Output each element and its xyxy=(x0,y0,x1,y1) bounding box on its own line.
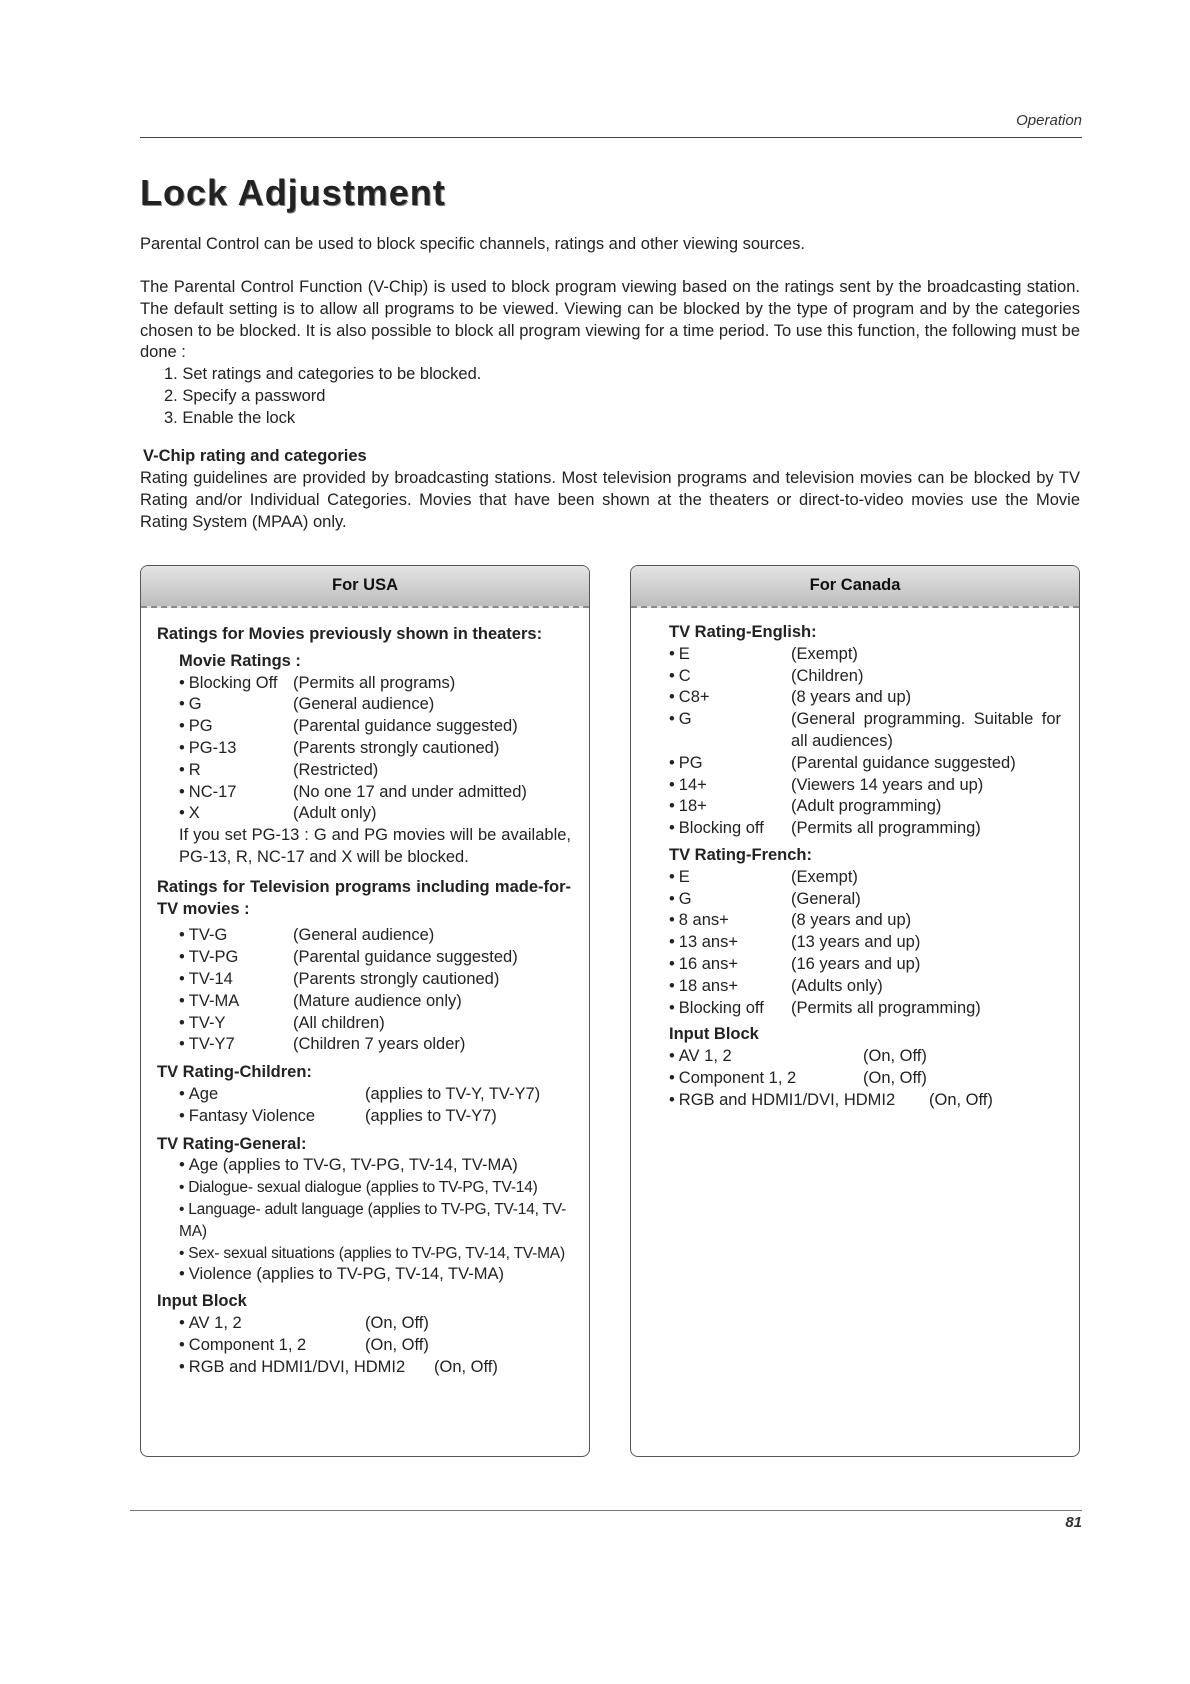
vchip-text: Rating guidelines are provided by broadcasting stations. Most television programs and television movies can be blocked by TV Rating and/or Individual Categories. Movies that have been shown at the theaters or direct-to-video movies use the Movie Rating System (MPAA) only. xyxy=(140,469,1080,531)
list-item: • G (General audience) xyxy=(179,694,571,716)
description-paragraph: The Parental Control Function (V-Chip) is used to block program viewing based on the ratings sent by the broadcasting station. The default setting is to allow all programs to be viewed. Viewing can be blocked by the type of program and by the categories chosen to be blocked. It is also possible to block all program viewing for a time period. To use this function, the following must be done : xyxy=(140,278,1080,362)
list-item: • TV-G (General audience) xyxy=(179,925,571,947)
list-item: • E (Exempt) xyxy=(669,644,1061,666)
list-item: • TV-14 (Parents strongly cautioned) xyxy=(179,969,571,991)
canada-panel xyxy=(630,565,1080,1457)
footer-divider xyxy=(130,1510,1082,1511)
list-item: • NC-17 (No one 17 and under admitted) xyxy=(179,782,571,804)
section-label: Operation xyxy=(1016,112,1082,129)
list-item: • AV 1, 2 (On, Off) xyxy=(669,1046,1061,1068)
list-item: • E (Exempt) xyxy=(669,867,1061,889)
list-item: • C8+ (8 years and up) xyxy=(669,687,1061,709)
tv-heading: Ratings for Television programs including made-for-TV movies : xyxy=(157,877,571,918)
list-item: • X (Adult only) xyxy=(179,803,571,825)
movies-heading: Ratings for Movies previously shown in theaters: xyxy=(157,625,543,643)
list-item: • Blocking Off (Permits all programs) xyxy=(179,673,571,695)
vchip-heading: V-Chip rating and categories xyxy=(143,447,367,465)
list-item: • AV 1, 2 (On, Off) xyxy=(179,1313,571,1335)
list-item: • PG (Parental guidance suggested) xyxy=(179,716,571,738)
list-item: • 18+ (Adult programming) xyxy=(669,796,1061,818)
list-item: • Violence (applies to TV-PG, TV-14, TV-MA) xyxy=(179,1264,571,1286)
list-item: • Fantasy Violence (applies to TV-Y7) xyxy=(179,1106,571,1128)
list-item: 1. Set ratings and categories to be blocked. xyxy=(164,365,482,383)
english-heading: TV Rating-English: xyxy=(669,623,817,641)
list-item: • PG-13 (Parents strongly cautioned) xyxy=(179,738,571,760)
canada-panel-title: For Canada xyxy=(631,566,1079,608)
list-item: • 14+ (Viewers 14 years and up) xyxy=(669,775,1061,797)
list-item: • Component 1, 2 (On, Off) xyxy=(179,1335,571,1357)
list-item: • G (General programming. Suitable for all audiences) xyxy=(669,709,1061,753)
list-item: 2. Specify a password xyxy=(164,386,326,405)
list-item: • 8 ans+ (8 years and up) xyxy=(669,910,1061,932)
list-item: 3. Enable the lock xyxy=(164,408,296,427)
list-item: • TV-Y7 (Children 7 years older) xyxy=(179,1034,571,1056)
french-heading: TV Rating-French: xyxy=(669,845,812,864)
list-item: • TV-PG (Parental guidance suggested) xyxy=(179,947,571,969)
list-item: • G (General) xyxy=(669,889,1061,911)
general-heading: TV Rating-General: xyxy=(157,1134,307,1153)
list-item: • RGB and HDMI1/DVI, HDMI2 (On, Off) xyxy=(669,1090,1061,1112)
usa-panel-title: For USA xyxy=(141,566,589,608)
list-item: • Blocking off (Permits all programming) xyxy=(669,818,1061,840)
list-item: • Dialogue- sexual dialogue (applies to TV-PG, TV-14) xyxy=(179,1177,571,1199)
movie-ratings-label: Movie Ratings : xyxy=(179,651,301,670)
usa-panel xyxy=(140,565,590,1457)
list-item: • PG (Parental guidance suggested) xyxy=(669,753,1061,775)
children-heading: TV Rating-Children: xyxy=(157,1063,312,1082)
list-item: • 16 ans+ (16 years and up) xyxy=(669,954,1061,976)
page-title: Lock Adjustment xyxy=(140,172,446,213)
page-number: 81 xyxy=(1065,1514,1082,1531)
list-item: • Age (applies to TV-G, TV-PG, TV-14, TV-MA) xyxy=(179,1155,571,1177)
steps-list xyxy=(164,364,764,429)
list-item: • RGB and HDMI1/DVI, HDMI2 (On, Off) xyxy=(179,1357,571,1379)
list-item: • Language- adult language (applies to TV-PG, TV-14, TV-MA) xyxy=(179,1199,571,1243)
list-item: • Blocking off (Permits all programming) xyxy=(669,998,1061,1020)
list-item: • TV-MA (Mature audience only) xyxy=(179,991,571,1013)
header-divider xyxy=(140,137,1082,138)
canada-input-heading: Input Block xyxy=(669,1025,759,1044)
list-item: • 18 ans+ (Adults only) xyxy=(669,976,1061,998)
usa-input-heading: Input Block xyxy=(157,1292,247,1311)
list-item: • Component 1, 2 (On, Off) xyxy=(669,1068,1061,1090)
list-item: • Sex- sexual situations (applies to TV-PG, TV-14, TV-MA) xyxy=(179,1243,571,1265)
list-item: • R (Restricted) xyxy=(179,760,571,782)
list-item: • Age (applies to TV-Y, TV-Y7) xyxy=(179,1084,571,1106)
list-item: • 13 ans+ (13 years and up) xyxy=(669,932,1061,954)
movie-note: If you set PG-13 : G and PG movies will be available, PG-13, R, NC-17 and X will be blocked. xyxy=(179,826,571,866)
list-item: • C (Children) xyxy=(669,666,1061,688)
intro-text: Parental Control can be used to block specific channels, ratings and other viewing sources. xyxy=(140,235,805,253)
list-item: • TV-Y (All children) xyxy=(179,1013,571,1035)
